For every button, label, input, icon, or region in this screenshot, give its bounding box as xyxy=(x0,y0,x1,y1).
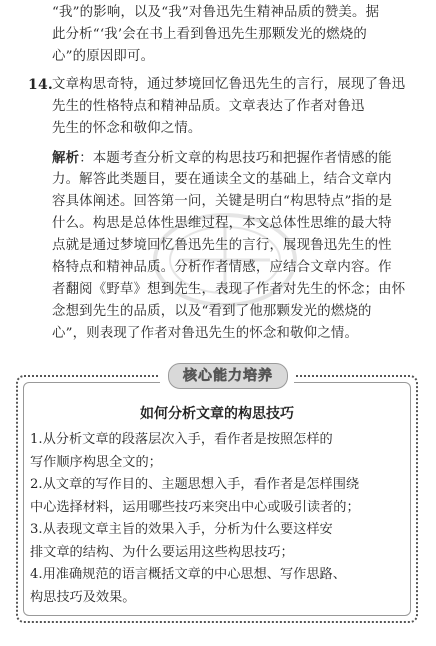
text-line: 容具体阐述。回答第一问，关键是明白“构思特点”指的是 xyxy=(52,194,393,209)
text-line xyxy=(52,147,422,169)
tip-line: 构思技巧及效果。 xyxy=(30,589,136,605)
tip-line: 写作顺序构思全文的； xyxy=(30,454,162,470)
tips-list xyxy=(30,429,410,609)
box-title: 如何分析文章的构思技巧 xyxy=(140,406,294,422)
text-line: 点就是通过梦境回忆鲁迅先生的言行，展现鲁迅先生的性 xyxy=(52,238,392,253)
analysis-label: 解析 xyxy=(52,150,80,166)
core-skill-badge xyxy=(160,361,294,389)
text-line: 先生的怀念和敬仰之情。 xyxy=(52,121,202,136)
tip-line: 1.从分析文章的段落层次入手，看作者是按照怎样的 xyxy=(30,432,333,447)
text-line: 心”的原因即可。 xyxy=(52,49,155,64)
text-line: 先生的性格特点和精神品质。文章表达了作者对鲁迅 xyxy=(52,99,365,114)
text-line: 格特点和精神品质。分析作者情感，应结合文章内容。作 xyxy=(52,260,392,275)
tip-line: 排文章的结构、为什么要运用这些构思技巧； xyxy=(30,544,294,560)
text-line: 此分析“‘我’会在书上看到鲁迅先生那颗发光的燃烧的 xyxy=(52,27,367,42)
text-line: 心”，则表现了作者对鲁迅先生的怀念和敬仰之情。 xyxy=(52,326,359,341)
badge-text: 核心能力培养 xyxy=(183,368,273,384)
badge-pill xyxy=(168,363,288,389)
analysis-first-line: ：本题考查分析文章的构思技巧和把握作者情感的能 xyxy=(79,151,392,166)
tip-line: 中心选择材料，运用哪些技巧来突出中心或吸引读者的； xyxy=(30,499,360,515)
previous-answer-paragraph xyxy=(52,2,422,68)
tip-line: 2.从文章的写作目的、主题思想入手，看作者是怎样围绕 xyxy=(30,477,360,492)
text-line: 文章构思奇特，通过梦境回忆鲁迅先生的言行，展现了鲁迅 xyxy=(52,77,406,92)
stamp-watermark-icon xyxy=(150,205,300,315)
question-number: 14. xyxy=(28,77,53,93)
text-line: “我”的影响，以及“我”对鲁迅先生精神品质的赞美。据 xyxy=(52,5,380,20)
answer-text xyxy=(52,74,424,140)
text-line: 什么。构思是总体性思维过程，本文总体性思维的最大特 xyxy=(52,216,392,231)
text-line: 念想到先生的品质，以及“看到了他那颗发光的燃烧的 xyxy=(52,304,372,319)
tip-line: 4.用准确规范的语言概括文章的中心思想、写作思路、 xyxy=(30,567,346,582)
text-line: 者翻阅《野草》想到先生，表现了作者对先生的怀念；由怀 xyxy=(52,282,406,297)
core-skill-box xyxy=(16,368,418,623)
text-line: 力。解答此类题目，要在通读全文的基础上，结合文章内 xyxy=(52,172,392,187)
tip-line: 3.从表现文章主旨的效果入手，分析为什么要这样安 xyxy=(30,522,333,537)
